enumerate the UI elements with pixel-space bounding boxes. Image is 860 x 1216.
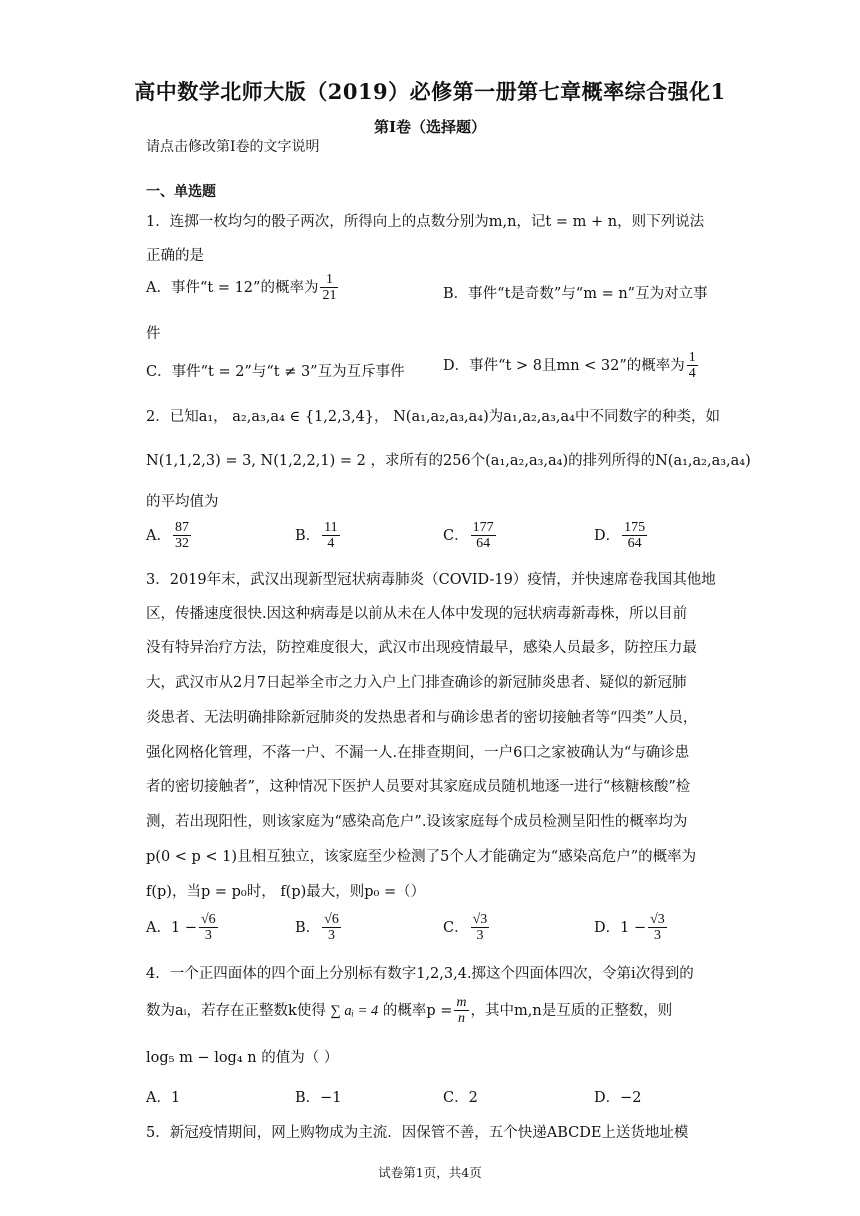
q4-text-part: ，其中m,n是互质的正整数，则 bbox=[470, 1002, 673, 1019]
option-label: B． bbox=[295, 527, 321, 544]
fraction-numerator: 1 bbox=[688, 350, 696, 365]
fraction-denominator: 64 bbox=[627, 536, 642, 552]
q4-stem-line1: 4．一个正四面体的四个面上分别标有数字1,2,3,4.掷这个四面体四次，令第i次得到的 bbox=[146, 966, 694, 982]
option-label: A． bbox=[146, 919, 171, 936]
fraction-denominator: 64 bbox=[476, 536, 491, 552]
q2-option-a bbox=[146, 520, 193, 552]
q2-stem-line2: N(1,1,2,3) = 3, N(1,2,2,1) = 2 ，求所有的256个(a₁,a₂,a₃,a₄)的排列所得的N(a₁,a₂,a₃,a₄) bbox=[146, 453, 751, 469]
q2-option-c bbox=[443, 520, 498, 552]
fraction-denominator: 21 bbox=[322, 288, 337, 304]
option-fraction bbox=[322, 912, 341, 944]
q1-option-c: C．事件“t = 2”与“t ≠ 3”互为互斥事件 bbox=[146, 364, 405, 380]
q5-stem-line1: 5．新冠疫情期间，网上购物成为主流．因保管不善，五个快递ABCDE上送货地址模 bbox=[146, 1125, 689, 1141]
option-fraction bbox=[322, 520, 339, 552]
option-prefix: 1 − bbox=[170, 919, 197, 936]
q3-stem-line: 区，传播速度很快.因这种病毒是以前从未在人体中发现的冠状病毒新毒株，所以目前 bbox=[146, 606, 688, 622]
q3-stem-line: 没有特异治疗方法，防控难度很大，武汉市出现疫情最早，感染人员最多，防控压力最 bbox=[146, 640, 697, 656]
q4-text-part: 的概率p = bbox=[382, 1002, 453, 1019]
fraction-denominator: n bbox=[457, 1011, 465, 1027]
q2-stem-line1: 2．已知a₁， a₂,a₃,a₄ ∈ {1,2,3,4}， N(a₁,a₂,a₃,a₄)为a₁,a₂,a₃,a₄中不同数字的种类，如 bbox=[146, 409, 720, 425]
fraction-numerator: √3 bbox=[472, 912, 488, 927]
q3-option-d bbox=[594, 912, 669, 944]
q3-stem-line: 3．2019年末，武汉出现新型冠状病毒肺炎（COVID-19）疫情，并快速席卷我国其他地 bbox=[146, 572, 716, 588]
q3-stem-line: p(0 < p < 1)且相互独立，该家庭至少检测了5个人才能确定为“感染高危户”的概率为 bbox=[146, 849, 697, 865]
q1-stem-line2: 正确的是 bbox=[146, 248, 204, 264]
option-fraction bbox=[173, 520, 191, 552]
fraction-denominator: 3 bbox=[328, 928, 335, 944]
option-fraction bbox=[199, 912, 218, 944]
section-heading: 一、单选题 bbox=[146, 184, 216, 200]
fraction-denominator: 3 bbox=[653, 928, 661, 944]
q3-stem-line: 者的密切接触者”，这种情况下医护人员要对其家庭成员随机地逐一进行“核糖核酸”检 bbox=[146, 779, 691, 795]
option-label: D． bbox=[594, 919, 621, 936]
probability-fraction bbox=[454, 995, 468, 1027]
option-prefix: 1 − bbox=[620, 919, 647, 936]
q3-option-a bbox=[146, 912, 220, 944]
q2-option-b bbox=[295, 520, 342, 552]
q1-option-b-continued: 件 bbox=[146, 326, 161, 342]
option-label: D． bbox=[594, 527, 621, 544]
q3-stem-line: 强化网格化管理，不落一户、不漏一人.在排查期间，一户6口之家被确认为“与确诊患 bbox=[146, 745, 690, 761]
fraction-denominator: 4 bbox=[688, 366, 696, 382]
q1-option-b: B．事件“t是奇数”与“m = n”互为对立事 bbox=[443, 286, 708, 302]
q3-stem-line: 炎患者、无法明确排除新冠肺炎的发热患者和与确诊患者的密切接触者等“四类”人员， bbox=[146, 710, 698, 726]
option-label: C． bbox=[443, 527, 469, 544]
fraction-numerator: √3 bbox=[650, 912, 665, 927]
option-fraction bbox=[471, 520, 496, 552]
q1-option-a-fraction bbox=[320, 272, 338, 304]
editable-note[interactable]: 请点击修改第I卷的文字说明 bbox=[146, 139, 320, 155]
fraction-numerator: 1 bbox=[320, 272, 338, 288]
q4-stem-line2 bbox=[146, 995, 672, 1027]
q3-option-b bbox=[295, 912, 343, 944]
volume-subtitle: 第I卷（选择题） bbox=[373, 118, 487, 136]
fraction-numerator: 177 bbox=[472, 520, 494, 535]
fraction-denominator: 3 bbox=[204, 928, 212, 944]
q3-stem-line: 大，武汉市从2月7日起举全市之力入户上门排查确诊的新冠肺炎患者、疑似的新冠肺 bbox=[146, 675, 687, 691]
q3-option-c bbox=[443, 912, 491, 944]
q4-option-b: B．−1 bbox=[295, 1090, 342, 1106]
option-fraction bbox=[622, 520, 647, 552]
fraction-numerator: 11 bbox=[324, 520, 338, 535]
q1-option-a-text: A．事件“t = 12”的概率为 bbox=[146, 279, 319, 296]
q4-option-a: A．1 bbox=[146, 1090, 181, 1106]
fraction-numerator: √6 bbox=[324, 912, 339, 927]
fraction-denominator: 3 bbox=[476, 928, 484, 944]
fraction-numerator: m bbox=[456, 995, 467, 1010]
fraction-numerator: 175 bbox=[624, 520, 646, 535]
q1-option-a bbox=[146, 272, 340, 304]
option-label: B． bbox=[295, 919, 321, 936]
page-title: 高中数学北师大版（2019）必修第一册第七章概率综合强化1 bbox=[134, 79, 726, 104]
summation-expression: ∑ aᵢ = 4 bbox=[330, 1002, 379, 1019]
option-fraction bbox=[648, 912, 667, 944]
q2-stem-line3: 的平均值为 bbox=[146, 494, 219, 510]
fraction-numerator: √6 bbox=[200, 912, 216, 927]
q4-option-d: D．−2 bbox=[594, 1090, 642, 1106]
q1-option-d-text: D．事件“t > 8且mn < 32”的概率为 bbox=[443, 357, 685, 374]
q4-text-part: 数为aᵢ，若存在正整数k使得 bbox=[146, 1002, 326, 1019]
page-footer: 试卷第1页，共4页 bbox=[378, 1165, 482, 1180]
q1-stem-line1: 1．连掷一枚均匀的骰子两次，所得向上的点数分别为m,n，记t = m + n，则下列说法 bbox=[146, 214, 705, 230]
q1-option-d bbox=[443, 350, 700, 382]
fraction-denominator: 4 bbox=[327, 536, 335, 552]
q3-stem-line: 测，若出现阳性，则该家庭为“感染高危户”.设该家庭每个成员检测呈阳性的概率均为 bbox=[146, 814, 688, 830]
fraction-denominator: 32 bbox=[174, 536, 189, 552]
option-label: C． bbox=[443, 919, 469, 936]
q1-option-d-fraction bbox=[687, 350, 698, 382]
option-label: A． bbox=[146, 527, 171, 544]
q3-stem-line: f(p)，当p = p₀时， f(p)最大，则p₀ =（） bbox=[146, 884, 426, 900]
fraction-numerator: 87 bbox=[174, 520, 189, 535]
q4-stem-line3: log₅ m − log₄ n 的值为（ ） bbox=[146, 1050, 339, 1066]
q2-option-d bbox=[594, 520, 649, 552]
q4-option-c: C．2 bbox=[443, 1090, 478, 1106]
option-fraction bbox=[471, 912, 490, 944]
